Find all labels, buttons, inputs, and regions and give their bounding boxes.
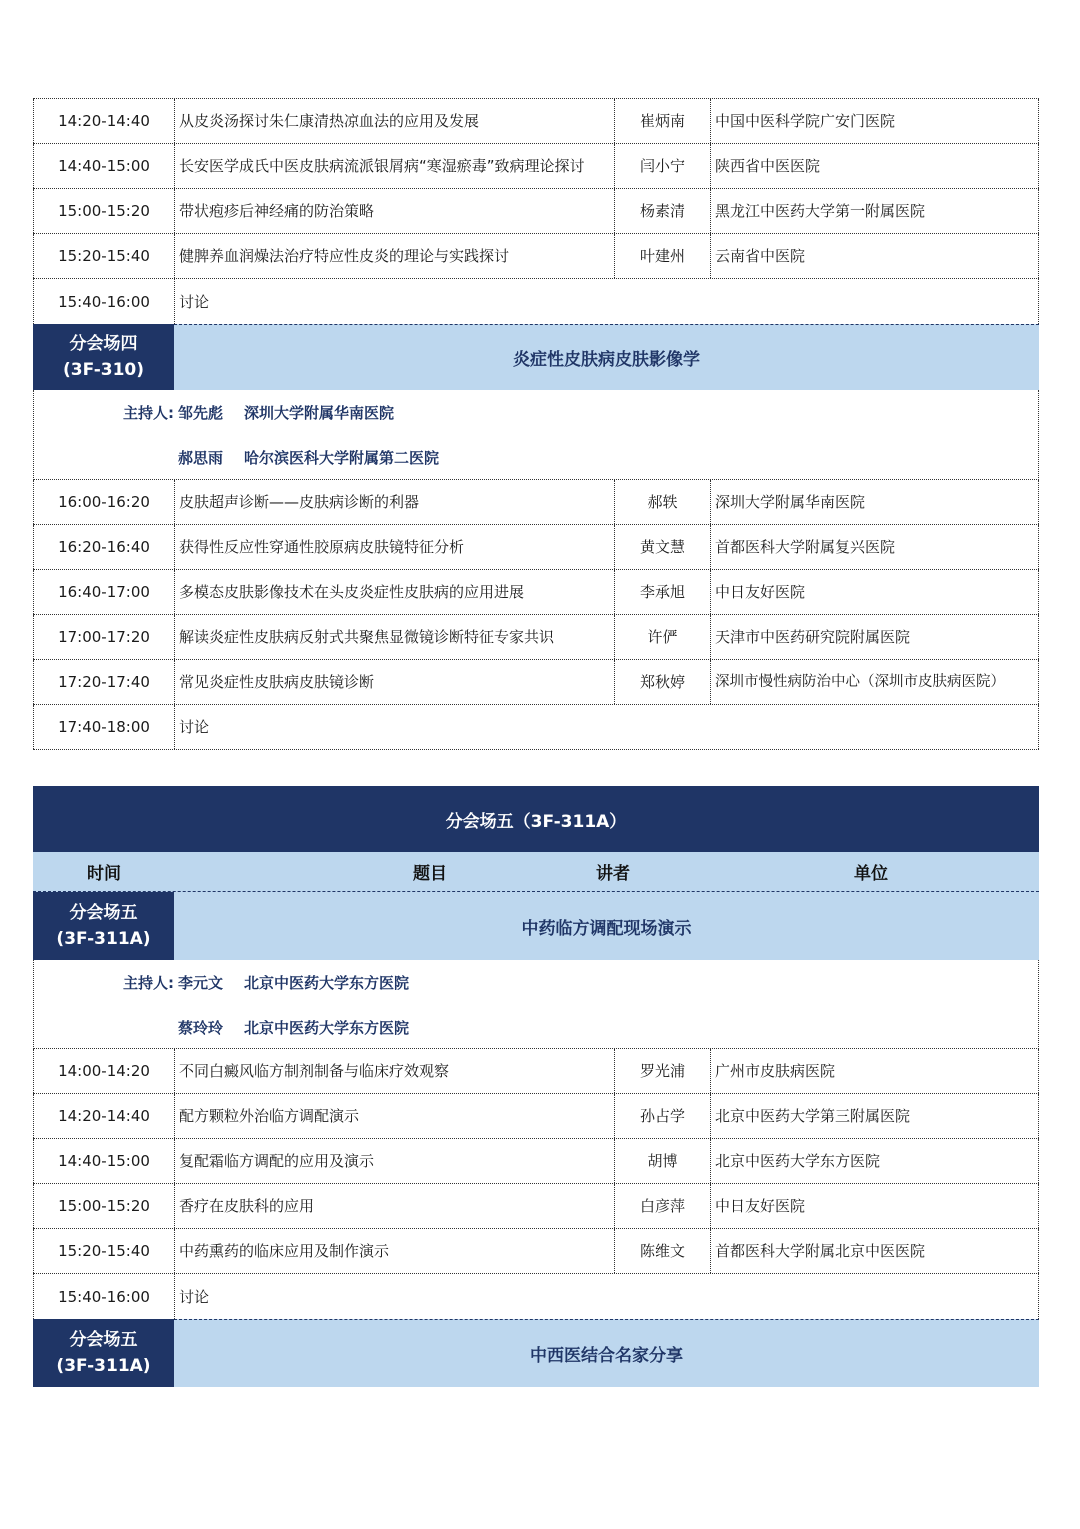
schedule-row xyxy=(33,570,1039,615)
speaker-cell: 罗光浦 xyxy=(615,1049,711,1093)
speaker-cell: 黄文慧 xyxy=(615,525,711,569)
org-cell: 中日友好医院 xyxy=(711,1184,1039,1228)
session-name: 分会场五 xyxy=(69,1330,138,1350)
session-title: 中西医结合名家分享 xyxy=(174,1319,1039,1387)
hosts-block xyxy=(33,960,1039,1049)
discussion-row xyxy=(33,279,1039,324)
column-header-time: 时间 xyxy=(87,864,121,884)
speaker-cell: 许俨 xyxy=(615,615,711,659)
host-line xyxy=(34,972,409,992)
time-cell: 16:00-16:20 xyxy=(33,480,175,524)
speaker-cell: 叶建州 xyxy=(615,234,711,278)
schedule-row xyxy=(33,99,1039,144)
host-name: 李元文 xyxy=(178,974,224,992)
schedule-table-2 xyxy=(33,786,1039,1387)
session-badge xyxy=(33,1319,174,1387)
time-cell: 17:00-17:20 xyxy=(33,615,175,659)
column-header-row xyxy=(33,852,1039,892)
schedule-row xyxy=(33,1094,1039,1139)
time-cell: 16:20-16:40 xyxy=(33,525,175,569)
time-cell: 14:40-15:00 xyxy=(33,1139,175,1183)
session-badge xyxy=(33,892,174,960)
time-cell: 14:20-14:40 xyxy=(33,99,175,143)
session-band-5a xyxy=(33,892,1039,960)
topic-cell: 获得性反应性穿通性胶原病皮肤镜特征分析 xyxy=(175,525,615,569)
column-header-topic: 题目 xyxy=(413,864,447,884)
speaker-cell: 杨素清 xyxy=(615,189,711,233)
session-room: (3F-311A) xyxy=(56,929,151,949)
speaker-cell: 郑秋婷 xyxy=(615,660,711,704)
schedule-row xyxy=(33,615,1039,660)
column-header-speaker: 讲者 xyxy=(596,864,630,884)
org-cell: 北京中医药大学东方医院 xyxy=(711,1139,1039,1183)
session-band-5b xyxy=(33,1319,1039,1387)
org-cell: 天津市中医药研究院附属医院 xyxy=(711,615,1039,659)
schedule-row xyxy=(33,1229,1039,1274)
discussion-label: 讨论 xyxy=(175,279,1039,324)
host-org: 北京中医药大学东方医院 xyxy=(244,974,410,992)
section-title: 分会场五（3F-311A） xyxy=(33,786,1039,852)
time-cell: 15:00-15:20 xyxy=(33,189,175,233)
org-cell: 云南省中医院 xyxy=(711,234,1039,278)
host-org: 北京中医药大学东方医院 xyxy=(244,1019,410,1037)
host-line xyxy=(34,1017,409,1037)
schedule-row xyxy=(33,234,1039,279)
time-cell: 15:20-15:40 xyxy=(33,1229,175,1273)
topic-cell: 复配霜临方调配的应用及演示 xyxy=(175,1139,615,1183)
org-cell: 广州市皮肤病医院 xyxy=(711,1049,1039,1093)
schedule-row xyxy=(33,480,1039,525)
host-label: 主持人: xyxy=(123,404,174,422)
time-cell: 17:40-18:00 xyxy=(33,705,175,749)
org-cell: 黑龙江中医药大学第一附属医院 xyxy=(711,189,1039,233)
org-cell: 中日友好医院 xyxy=(711,570,1039,614)
session-band-4 xyxy=(33,324,1039,390)
speaker-cell: 李承旭 xyxy=(615,570,711,614)
topic-cell: 常见炎症性皮肤病皮肤镜诊断 xyxy=(175,660,615,704)
speaker-cell: 郝轶 xyxy=(615,480,711,524)
org-cell: 深圳市慢性病防治中心（深圳市皮肤病医院） xyxy=(711,660,1039,704)
speaker-cell: 闫小宁 xyxy=(615,144,711,188)
session-title: 中药临方调配现场演示 xyxy=(174,892,1039,960)
speaker-cell: 胡博 xyxy=(615,1139,711,1183)
speaker-cell: 孙占学 xyxy=(615,1094,711,1138)
schedule-row xyxy=(33,189,1039,234)
time-cell: 14:40-15:00 xyxy=(33,144,175,188)
speaker-cell: 白彦萍 xyxy=(615,1184,711,1228)
schedule-row xyxy=(33,660,1039,705)
time-cell: 16:40-17:00 xyxy=(33,570,175,614)
topic-cell: 香疗在皮肤科的应用 xyxy=(175,1184,615,1228)
topic-cell: 中药熏药的临床应用及制作演示 xyxy=(175,1229,615,1273)
org-cell: 北京中医药大学第三附属医院 xyxy=(711,1094,1039,1138)
schedule-row xyxy=(33,1184,1039,1229)
schedule-table-1 xyxy=(33,98,1039,750)
schedule-row xyxy=(33,525,1039,570)
speaker-cell: 陈维文 xyxy=(615,1229,711,1273)
host-org: 哈尔滨医科大学附属第二医院 xyxy=(244,449,440,467)
session-title: 炎症性皮肤病皮肤影像学 xyxy=(174,324,1039,390)
host-name: 邹先彪 xyxy=(178,404,224,422)
time-cell: 15:00-15:20 xyxy=(33,1184,175,1228)
host-name: 蔡玲玲 xyxy=(178,1019,224,1037)
topic-cell: 皮肤超声诊断——皮肤病诊断的利器 xyxy=(175,480,615,524)
topic-cell: 从皮炎汤探讨朱仁康清热凉血法的应用及发展 xyxy=(175,99,615,143)
host-org: 深圳大学附属华南医院 xyxy=(244,404,395,422)
session-room: (3F-311A) xyxy=(56,1356,151,1376)
time-cell: 15:20-15:40 xyxy=(33,234,175,278)
host-line xyxy=(34,447,439,467)
topic-cell: 长安医学成氏中医皮肤病流派银屑病“寒湿瘀毒”致病理论探讨 xyxy=(175,144,615,188)
speaker-cell: 崔炳南 xyxy=(615,99,711,143)
time-cell: 14:20-14:40 xyxy=(33,1094,175,1138)
schedule-row xyxy=(33,1139,1039,1184)
session-badge xyxy=(33,324,174,390)
column-header-org: 单位 xyxy=(854,864,888,884)
session-name: 分会场四 xyxy=(69,334,138,354)
host-line xyxy=(34,402,394,422)
topic-cell: 带状疱疹后神经痛的防治策略 xyxy=(175,189,615,233)
session-name: 分会场五 xyxy=(69,903,138,923)
topic-cell: 不同白癜风临方制剂制备与临床疗效观察 xyxy=(175,1049,615,1093)
discussion-label: 讨论 xyxy=(175,705,1039,749)
org-cell: 中国中医科学院广安门医院 xyxy=(711,99,1039,143)
time-cell: 15:40-16:00 xyxy=(33,279,175,324)
org-cell: 陕西省中医医院 xyxy=(711,144,1039,188)
schedule-row xyxy=(33,1049,1039,1094)
discussion-row xyxy=(33,1274,1039,1319)
discussion-label: 讨论 xyxy=(175,1274,1039,1319)
topic-cell: 多模态皮肤影像技术在头皮炎症性皮肤病的应用进展 xyxy=(175,570,615,614)
discussion-row xyxy=(33,705,1039,750)
host-label: 主持人: xyxy=(123,974,174,992)
time-cell: 17:20-17:40 xyxy=(33,660,175,704)
time-cell: 15:40-16:00 xyxy=(33,1274,175,1319)
topic-cell: 健脾养血润燥法治疗特应性皮炎的理论与实践探讨 xyxy=(175,234,615,278)
schedule-row xyxy=(33,144,1039,189)
org-cell: 首都医科大学附属复兴医院 xyxy=(711,525,1039,569)
topic-cell: 配方颗粒外治临方调配演示 xyxy=(175,1094,615,1138)
org-cell: 深圳大学附属华南医院 xyxy=(711,480,1039,524)
time-cell: 14:00-14:20 xyxy=(33,1049,175,1093)
host-name: 郝思雨 xyxy=(178,449,224,467)
org-cell: 首都医科大学附属北京中医医院 xyxy=(711,1229,1039,1273)
topic-cell: 解读炎症性皮肤病反射式共聚焦显微镜诊断特征专家共识 xyxy=(175,615,615,659)
session-room: (3F-310) xyxy=(63,360,144,380)
hosts-block xyxy=(33,390,1039,480)
